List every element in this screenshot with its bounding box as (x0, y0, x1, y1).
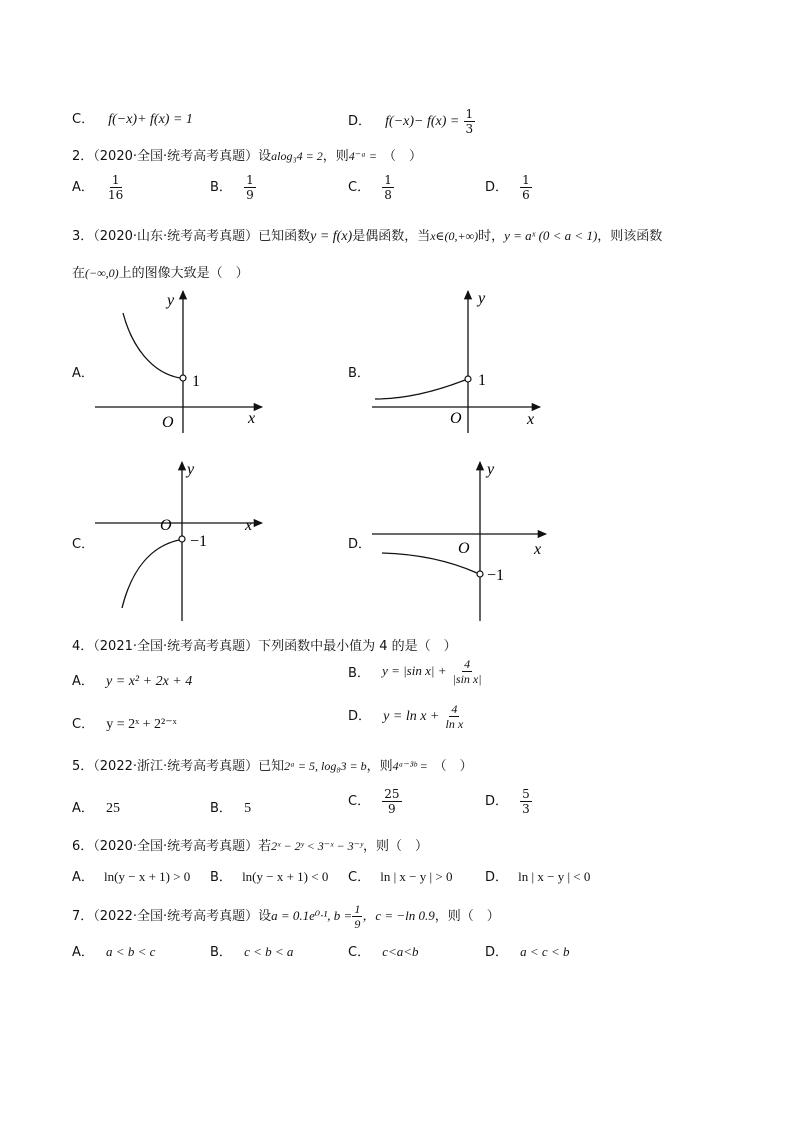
fraction (520, 174, 532, 201)
fraction-numerator: 1 (465, 107, 474, 121)
math-expr: 4⁻ᵃ = (348, 149, 377, 163)
option-expr: y = ln x + (383, 709, 440, 724)
fraction-denominator: 3 (465, 122, 474, 136)
x-axis-label: x (245, 517, 253, 534)
q5-option-a (72, 797, 120, 817)
q2-option-d (485, 174, 532, 201)
q5-option-b (210, 797, 251, 817)
option-expr: ln | x − y | > 0 (380, 869, 453, 884)
fraction (244, 174, 256, 201)
fraction-denominator: 9 (246, 188, 254, 202)
fraction (382, 174, 394, 201)
q3-option-b-label: B． (348, 366, 370, 381)
option-label: C． (348, 180, 371, 195)
option-label: D． (485, 180, 509, 195)
option-label: C． (72, 717, 95, 732)
fraction (451, 658, 484, 685)
option-expr: f(−x)− f(x) = (385, 114, 460, 129)
q4-option-d (348, 703, 465, 730)
option-expr: ln(y − x + 1) < 0 (242, 869, 329, 884)
math-expr: ，c = −ln 0.9 (362, 908, 435, 923)
question-text: 是偶函数，当 (352, 229, 431, 244)
question-text: ，则该函数 (597, 229, 663, 244)
option-value: 5 (244, 801, 252, 816)
option-label: B． (210, 801, 232, 816)
option-label: C． (348, 870, 371, 885)
q5-option-d (485, 788, 532, 815)
x-axis-label: x (527, 411, 535, 428)
option-expr: ln(y − x + 1) > 0 (104, 869, 191, 884)
option-label: A． (72, 945, 94, 960)
option-label: D． (485, 794, 509, 809)
option-label: B． (210, 945, 232, 960)
question-text: 3．（2020·山东·统考高考真题）已知函数 (72, 229, 311, 244)
q7-option-d (485, 941, 569, 960)
question-text: 2．（2020·全国·统考高考真题）设 (72, 149, 272, 164)
q4-option-c (72, 713, 177, 733)
option-expr: y = 2ˣ + 2²⁻ˣ (106, 717, 177, 732)
open-point (477, 571, 483, 577)
question-text: 上的图像大致是（ ） (118, 266, 249, 281)
math-expr: a = 0.1e⁰·¹, b = (271, 908, 353, 923)
q6-stem (72, 835, 428, 854)
y-axis-label: y (487, 461, 495, 478)
option-expr: ln | x − y | < 0 (518, 869, 591, 884)
q7-stem (72, 896, 500, 931)
option-label: B． (348, 666, 370, 681)
option-label: A． (72, 801, 94, 816)
q6-option-c (348, 866, 452, 885)
answer-blank: （ ） (382, 149, 422, 164)
fraction (520, 788, 532, 815)
fraction-numerator: 4 (464, 657, 471, 671)
x-axis-label: x (534, 541, 542, 558)
curve (375, 380, 465, 399)
option-expr: y = |sin x| + (382, 663, 447, 678)
math-expr: (−∞,0) (85, 266, 119, 280)
q6-option-d (485, 866, 590, 885)
fraction-numerator: 1 (384, 173, 392, 187)
q7-option-a (72, 941, 155, 960)
q3-graph-d (370, 458, 552, 623)
fraction-denominator: |sin x| (452, 672, 482, 686)
fraction-denominator: 9 (388, 802, 396, 816)
q7-option-c (348, 941, 419, 960)
q1-option-c (72, 108, 193, 128)
option-label: C． (348, 794, 371, 809)
option-label: D． (348, 709, 372, 724)
point-label: −1 (487, 567, 505, 584)
q3-graph-c (90, 458, 270, 623)
origin-label: O (160, 517, 172, 534)
math-expr: 2ˣ − 2ʸ < 3⁻ˣ − 3⁻ʸ (271, 839, 363, 853)
option-label: A． (72, 870, 94, 885)
math-expr: y = f(x) (310, 229, 353, 244)
q3-graph-a (90, 285, 270, 435)
y-axis-label: y (187, 461, 195, 478)
option-expr: f(−x)+ f(x) = 1 (108, 112, 193, 127)
question-text: 7．（2022·全国·统考高考真题）设 (72, 909, 272, 924)
y-axis-label: y (167, 292, 175, 309)
q2-option-a (72, 174, 125, 201)
math-expr: x∈(0,+∞) (430, 229, 479, 243)
fraction (106, 174, 125, 201)
fraction-denominator: 16 (108, 188, 124, 202)
fraction-numerator: 1 (522, 173, 530, 187)
option-label: B． (210, 180, 232, 195)
fraction-numerator: 5 (522, 787, 530, 801)
q6-option-b (210, 866, 328, 885)
option-label: D． (485, 945, 509, 960)
fraction (352, 903, 362, 930)
answer-blank: （ ） (433, 759, 473, 774)
math-expr: 4ᵃ⁻³ᵇ = (392, 759, 428, 773)
option-expr: a < c < b (520, 944, 570, 959)
question-text: ，则（ ） (362, 839, 428, 854)
option-label: D． (485, 870, 509, 885)
fraction-numerator: 1 (246, 173, 254, 187)
option-expr: a < b < c (106, 944, 156, 959)
origin-label: O (458, 540, 470, 557)
q1-option-d (348, 100, 475, 136)
fraction-numerator: 25 (384, 787, 400, 801)
q3-stem-line2 (72, 262, 249, 281)
fraction-denominator: 3 (522, 802, 530, 816)
fraction-numerator: 4 (451, 702, 458, 716)
fraction-denominator: ln x (445, 717, 464, 731)
question-text: 时， (478, 229, 505, 244)
y-axis-label: y (478, 290, 486, 307)
curve (123, 313, 180, 378)
math-expr: y = aˣ (0 < a < 1) (504, 228, 598, 243)
open-point (179, 536, 185, 542)
fraction (382, 788, 401, 815)
q3-graph-b (370, 285, 550, 435)
origin-label: O (450, 410, 462, 427)
q7-option-b (210, 941, 293, 960)
x-axis-label: x (248, 410, 256, 427)
fraction-denominator: 9 (354, 917, 361, 931)
fraction-denominator: 8 (384, 188, 392, 202)
fraction (444, 703, 466, 730)
fraction-denominator: 6 (522, 188, 530, 202)
option-expr: y = x² + 2x + 4 (106, 674, 193, 689)
q2-stem (72, 145, 422, 164)
point-label: 1 (478, 372, 486, 389)
q3-option-c-label: C． (72, 537, 95, 552)
q5-stem (72, 755, 473, 774)
open-point (465, 376, 471, 382)
question-text: ，则 (322, 149, 349, 164)
q5-option-c (348, 788, 402, 815)
option-label: B． (210, 870, 232, 885)
option-expr: c < b < a (244, 944, 294, 959)
option-label: C． (72, 112, 95, 127)
question-text: 6．（2020·全国·统考高考真题）若 (72, 839, 272, 854)
q3-stem-line1 (72, 225, 662, 245)
curve (122, 540, 179, 608)
q3-option-a-label: A． (72, 366, 94, 381)
option-label: D． (348, 114, 372, 129)
question-text: ，则 (366, 759, 393, 774)
fraction (464, 108, 476, 135)
option-label: A． (72, 674, 94, 689)
math-expr: alog₃4 = 2 (271, 149, 323, 163)
open-point (180, 375, 186, 381)
math-expr: 2ᵃ = 5, log₈3 = b (284, 759, 367, 773)
q4-stem: 4．（2021·全国·统考高考真题）下列函数中最小值为 4 的是（ ） (72, 639, 457, 654)
fraction-numerator: 1 (354, 902, 361, 916)
option-label: A． (72, 180, 94, 195)
point-label: 1 (192, 373, 200, 390)
question-text: 5．（2022·浙江·统考高考真题）已知 (72, 759, 285, 774)
q3-option-d-label: D． (348, 537, 372, 552)
point-label: −1 (190, 533, 208, 550)
q4-option-a (72, 670, 192, 690)
q2-option-b (210, 174, 256, 201)
option-expr: c<a<b (382, 944, 419, 959)
option-value: 25 (106, 801, 121, 816)
q6-option-a (72, 866, 190, 885)
question-text: 在 (72, 266, 86, 281)
q2-option-c (348, 174, 394, 201)
question-text: ，则（ ） (434, 909, 500, 924)
q4-option-b (348, 658, 484, 685)
option-label: C． (348, 945, 371, 960)
origin-label: O (162, 414, 174, 431)
fraction-numerator: 1 (111, 173, 120, 187)
